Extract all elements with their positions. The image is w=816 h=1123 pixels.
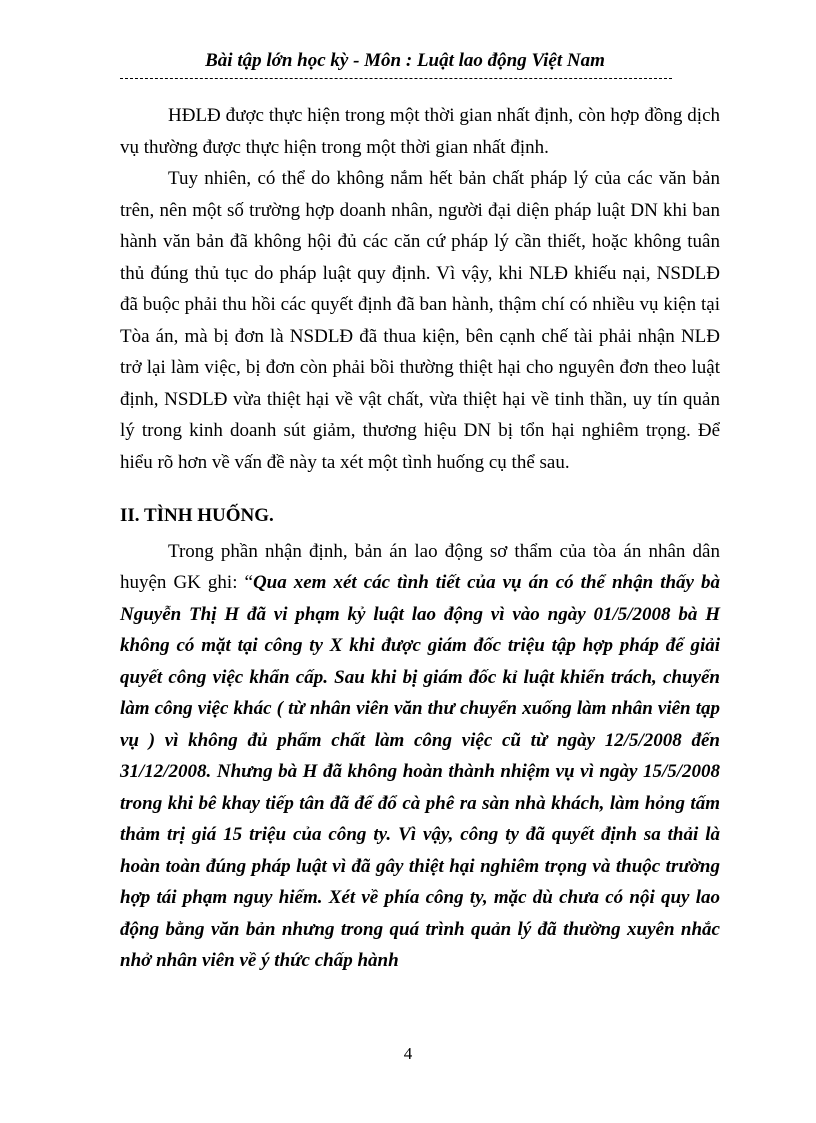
case-intro-text: Trong phần nhận định, bản án lao động sơ thẩm của tòa án nhân dân huyện GK ghi: “ [120,540,720,593]
page-number: 4 [403,1044,413,1063]
section-heading: II. TÌNH HUỐNG. [120,505,274,526]
paragraph-contract-definition: HĐLĐ được thực hiện trong một thời gian nhất định, còn hợp đồng dịch vụ thường được thực hiện trong một thời gian nhất định. [120,105,720,158]
page-header-title: Bài tập lớn học kỳ - Môn : Luật lao động Việt Nam [205,50,605,71]
paragraph-case-situation [120,536,720,977]
case-quote-text: Qua xem xét các tình tiết của vụ án có thể nhận thấy bà Nguyễn Thị H đã vi phạm kỷ luật lao động vì vào ngày 01/5/2008 bà H không có mặt tại công ty X khi được giám đốc triệu tập hợp pháp để giải quyết công việc khẩn cấp. Sau khi bị giám đốc kỉ luật khiển trách, chuyển làm công việc khác ( từ nhân viên văn thư chuyển xuống làm nhân viên tạp vụ ) vì không đủ phẩm chất làm công việc cũ từ ngày 12/5/2008 đến 31/12/2008. Nhưng bà H đã không hoàn thành nhiệm vụ vì ngày 15/5/2008 trong khi bê khay tiếp tân đã để đổ cà phê ra sàn nhà khách, làm hỏng tấm thảm trị giá 15 triệu của công ty. Vì vậy, công ty đã quyết định sa thải là hoàn toàn đúng pháp luật vì đã gây thiệt hại nghiêm trọng và thuộc trường hợp tái phạm nguy hiểm. Xét về phía công ty, mặc dù chưa có nội quy lao động bằng văn bản nhưng trong quá trình quản lý đã thường xuyên nhắc nhở nhân viên về ý thức chấp hành [120,572,720,971]
header-dashed-rule [120,78,672,79]
paragraph-legal-consequences: Tuy nhiên, có thể do không nắm hết bản chất pháp lý của các văn bản trên, nên một số trường hợp doanh nhân, người đại diện pháp luật DN khi ban hành văn bản đã không hội đủ các căn cứ pháp lý cần thiết, hoặc không tuân thủ đúng thủ tục do pháp luật quy định. Vì vậy, khi NLĐ khiếu nại, NSDLĐ đã buộc phải thu hồi các quyết định đã ban hành, thậm chí có nhiều vụ kiện tại Tòa án, mà bị đơn là NSDLĐ đã thua kiện, bên cạnh chế tài phải nhận NLĐ trở lại làm việc, bị đơn còn phải bồi thường thiệt hại cho nguyên đơn theo luật định, NSDLĐ vừa thiệt hại về vật chất, vừa thiệt hại về tinh thần, uy tín quản lý trong kinh doanh sút giảm, thương hiệu DN bị tổn hại nghiêm trọng. Để hiểu rõ hơn về vấn đề này ta xét một tình huống cụ thể sau. [120,168,720,473]
document-body [120,100,720,977]
